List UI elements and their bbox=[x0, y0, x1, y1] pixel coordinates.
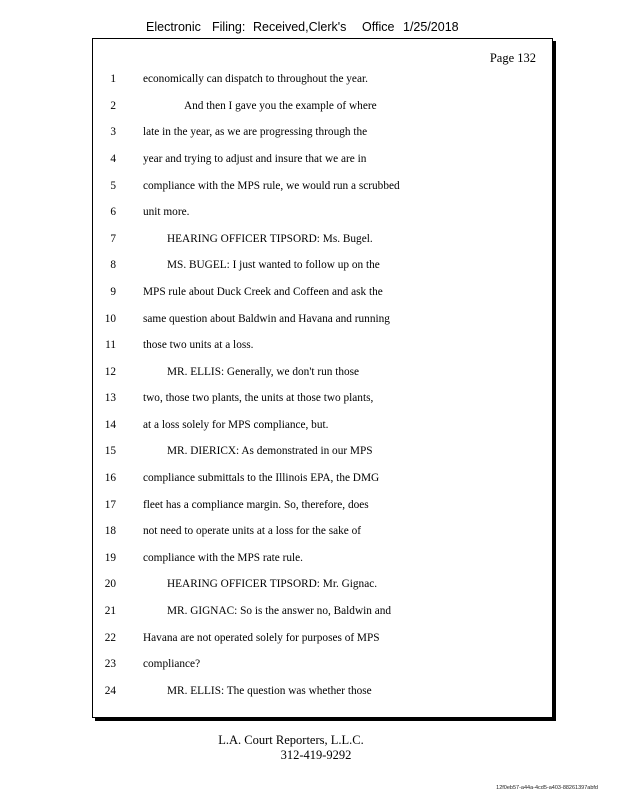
page-number: Page 132 bbox=[489, 51, 536, 65]
line-number: 2 bbox=[110, 100, 116, 112]
line-text: unit more. bbox=[143, 206, 190, 218]
line-text: year and trying to adjust and insure that we are in bbox=[143, 153, 367, 165]
line-text: MR. ELLIS: Generally, we don't run those bbox=[167, 366, 360, 378]
transcript-line bbox=[0, 445, 618, 471]
filing-header-office: Office bbox=[362, 20, 395, 34]
transcript-line bbox=[0, 605, 618, 631]
transcript-line bbox=[0, 685, 618, 711]
line-text: compliance with the MPS rule, we would run a scrubbed bbox=[143, 180, 400, 192]
line-text: HEARING OFFICER TIPSORD: Mr. Gignac. bbox=[167, 578, 378, 590]
line-text: And then I gave you the example of where bbox=[184, 100, 377, 112]
line-text: compliance submittals to the Illinois EPA, the DMG bbox=[143, 472, 380, 484]
transcript-line bbox=[0, 632, 618, 658]
transcript-line bbox=[0, 658, 618, 684]
line-text: late in the year, as we are progressing through the bbox=[143, 126, 368, 138]
line-text: two, those two plants, the units at those two plants, bbox=[143, 392, 374, 404]
transcript-line bbox=[0, 259, 618, 285]
transcript-line bbox=[0, 419, 618, 445]
court-reporter-phone: 312-419-9292 bbox=[280, 748, 352, 762]
line-text: Havana are not operated solely for purposes of MPS bbox=[143, 632, 380, 644]
line-number: 14 bbox=[104, 419, 116, 431]
line-number: 19 bbox=[104, 552, 116, 564]
line-text: economically can dispatch to throughout the year. bbox=[143, 73, 368, 85]
line-number: 21 bbox=[104, 605, 116, 617]
line-number: 22 bbox=[104, 632, 116, 644]
line-text: compliance? bbox=[143, 658, 201, 670]
line-number: 17 bbox=[104, 499, 116, 511]
transcript-line bbox=[0, 366, 618, 392]
line-text: not need to operate units at a loss for the sake of bbox=[143, 525, 362, 537]
line-text: HEARING OFFICER TIPSORD: Ms. Bugel. bbox=[167, 233, 373, 245]
document-id: 12f0eb57-a44a-4cd5-a403-88261397abfd bbox=[496, 785, 598, 791]
transcript-line bbox=[0, 126, 618, 152]
line-number: 9 bbox=[110, 286, 116, 298]
line-number: 6 bbox=[110, 206, 116, 218]
line-number: 10 bbox=[104, 313, 116, 325]
line-number: 8 bbox=[110, 259, 116, 271]
transcript-line bbox=[0, 180, 618, 206]
line-number: 18 bbox=[104, 525, 116, 537]
line-text: those two units at a loss. bbox=[143, 339, 254, 351]
line-number: 16 bbox=[104, 472, 116, 484]
filing-header-filing: Filing: bbox=[212, 20, 246, 34]
transcript-line bbox=[0, 206, 618, 232]
line-number: 3 bbox=[110, 126, 116, 138]
line-number: 11 bbox=[105, 339, 116, 351]
line-text: at a loss solely for MPS compliance, but. bbox=[143, 419, 329, 431]
line-number: 24 bbox=[104, 685, 116, 697]
line-text: MPS rule about Duck Creek and Coffeen and ask the bbox=[143, 286, 383, 298]
line-number: 1 bbox=[110, 73, 116, 85]
line-text: fleet has a compliance margin. So, therefore, does bbox=[143, 499, 369, 511]
transcript-line bbox=[0, 525, 618, 551]
transcript-line bbox=[0, 578, 618, 604]
line-number: 12 bbox=[104, 366, 116, 378]
court-reporter-name: L.A. Court Reporters, L.L.C. bbox=[218, 733, 364, 747]
transcript-line bbox=[0, 392, 618, 418]
line-number: 23 bbox=[104, 658, 116, 670]
transcript-line bbox=[0, 233, 618, 259]
line-text: compliance with the MPS rate rule. bbox=[143, 552, 303, 564]
transcript-line bbox=[0, 552, 618, 578]
electronic-filing-header bbox=[0, 20, 618, 38]
transcript-line bbox=[0, 286, 618, 312]
transcript-line bbox=[0, 313, 618, 339]
line-text: MS. BUGEL: I just wanted to follow up on the bbox=[167, 259, 380, 271]
line-number: 7 bbox=[110, 233, 116, 245]
line-number: 4 bbox=[110, 153, 116, 165]
line-text: MR. ELLIS: The question was whether those bbox=[167, 685, 372, 697]
transcript-line bbox=[0, 472, 618, 498]
transcript-line bbox=[0, 100, 618, 126]
filing-header-received-clerks: Received,Clerk's bbox=[253, 20, 347, 34]
transcript-line bbox=[0, 339, 618, 365]
line-number: 20 bbox=[104, 578, 116, 590]
line-number: 15 bbox=[104, 445, 116, 457]
line-number: 5 bbox=[110, 180, 116, 192]
filing-header-date: 1/25/2018 bbox=[403, 20, 459, 34]
line-text: MR. GIGNAC: So is the answer no, Baldwin and bbox=[167, 605, 392, 617]
line-number: 13 bbox=[104, 392, 116, 404]
line-text: same question about Baldwin and Havana and running bbox=[143, 313, 390, 325]
transcript-line bbox=[0, 153, 618, 179]
line-text: MR. DIERICX: As demonstrated in our MPS bbox=[167, 445, 373, 457]
transcript-line bbox=[0, 499, 618, 525]
transcript-line bbox=[0, 73, 618, 99]
filing-header-electronic: Electronic bbox=[146, 20, 201, 34]
